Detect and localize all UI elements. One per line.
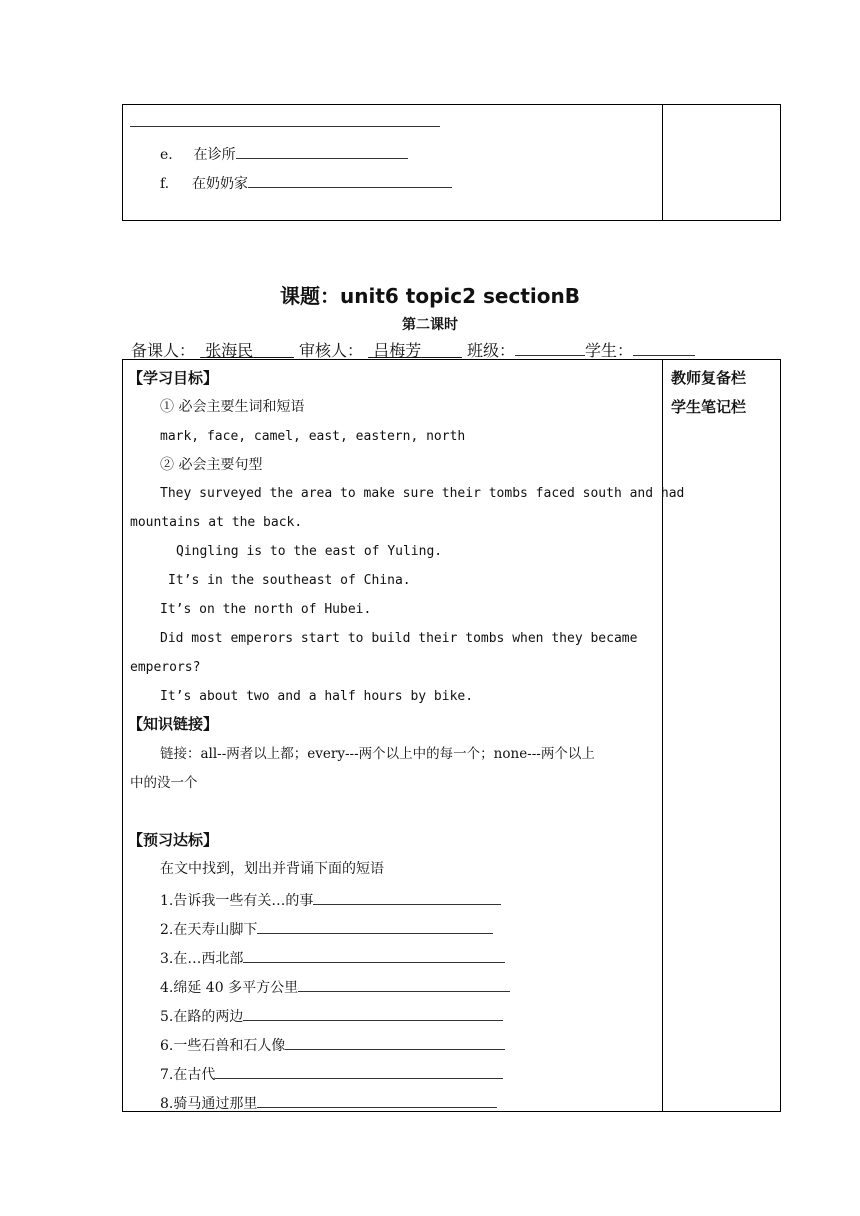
goals-heading: 【学习目标】 [128,369,219,387]
preview-item-5: 5.在路的两边 [160,1006,503,1026]
class-label: 班级： [467,341,516,360]
item-letter: f. [160,176,170,192]
preview-item-6: 6.一些石兽和石人像 [160,1035,505,1055]
item-text: 在诊所 [193,147,236,163]
preview-item-7: 7.在古代 [160,1064,503,1084]
answer-blank[interactable] [257,919,493,934]
goals-sentence-5a: Did most emperors start to build their tombs when they became [160,631,638,646]
top-item-e [160,144,408,164]
review-name: 吕梅芳 [373,341,422,360]
answer-blank[interactable] [248,173,452,188]
preview-item-3: 3.在…西北部 [160,948,505,968]
goals-sentence-1b: mountains at the back. [130,515,303,530]
goals-sentence-3: It’s in the southeast of China. [168,573,411,588]
preview-heading: 【预习达标】 [128,831,219,849]
goals-sentence-4: It’s on the north of Hubei. [160,602,372,617]
goals-sentence-2: Qingling is to the east of Yuling. [176,544,443,559]
top-blank-line [130,126,440,127]
header-meta [131,339,695,361]
page-title: 课题：unit6 topic2 sectionB [280,284,580,308]
goals-sentence-6: It’s about two and a half hours by bike. [160,689,474,704]
answer-blank[interactable] [243,1006,503,1021]
top-item-f [160,173,452,193]
answer-blank[interactable] [257,1093,497,1108]
knowledge-line-2: 中的没一个 [130,775,198,791]
review-label: 审核人： [299,341,364,360]
preview-item-4: 4.绵延 40 多平方公里 [160,977,510,997]
answer-blank[interactable] [298,977,510,992]
prep-name: 张海民 [205,341,254,360]
answer-blank[interactable] [215,1064,503,1079]
goals-item-2: ② 必会主要句型 [160,457,263,473]
answer-blank[interactable] [313,890,501,905]
item-letter: e. [160,147,173,163]
knowledge-heading: 【知识链接】 [128,715,219,733]
top-table-divider [662,104,663,221]
preview-intro: 在文中找到，划出并背诵下面的短语 [160,861,384,877]
student-label: 学生： [585,341,634,360]
preview-item-8: 8.骑马通过那里 [160,1093,497,1113]
page-subtitle: 第二课时 [402,317,458,333]
side-student-label: 学生笔记栏 [671,398,747,416]
side-teacher-label: 教师复备栏 [671,369,747,387]
preview-item-1: 1.告诉我一些有关…的事 [160,890,501,910]
goals-item-1: ① 必会主要生词和短语 [160,399,305,415]
item-text: 在奶奶家 [192,176,249,192]
goals-sentence-1a: They surveyed the area to make sure their tombs faced south and had [160,486,685,501]
answer-blank[interactable] [285,1035,505,1050]
class-blank[interactable] [515,339,585,356]
preview-item-2: 2.在天寿山脚下 [160,919,493,939]
goals-sentence-5b: emperors? [130,660,201,675]
student-blank[interactable] [633,339,695,356]
knowledge-line-1: 链接：all--两者以上都；every---两个以上中的每一个；none---两个以上 [160,746,595,762]
goals-words: mark, face, camel, east, eastern, north [160,429,466,444]
main-table-divider [662,359,663,1112]
answer-blank[interactable] [236,144,408,159]
prep-label: 备课人： [131,341,196,360]
answer-blank[interactable] [243,948,505,963]
